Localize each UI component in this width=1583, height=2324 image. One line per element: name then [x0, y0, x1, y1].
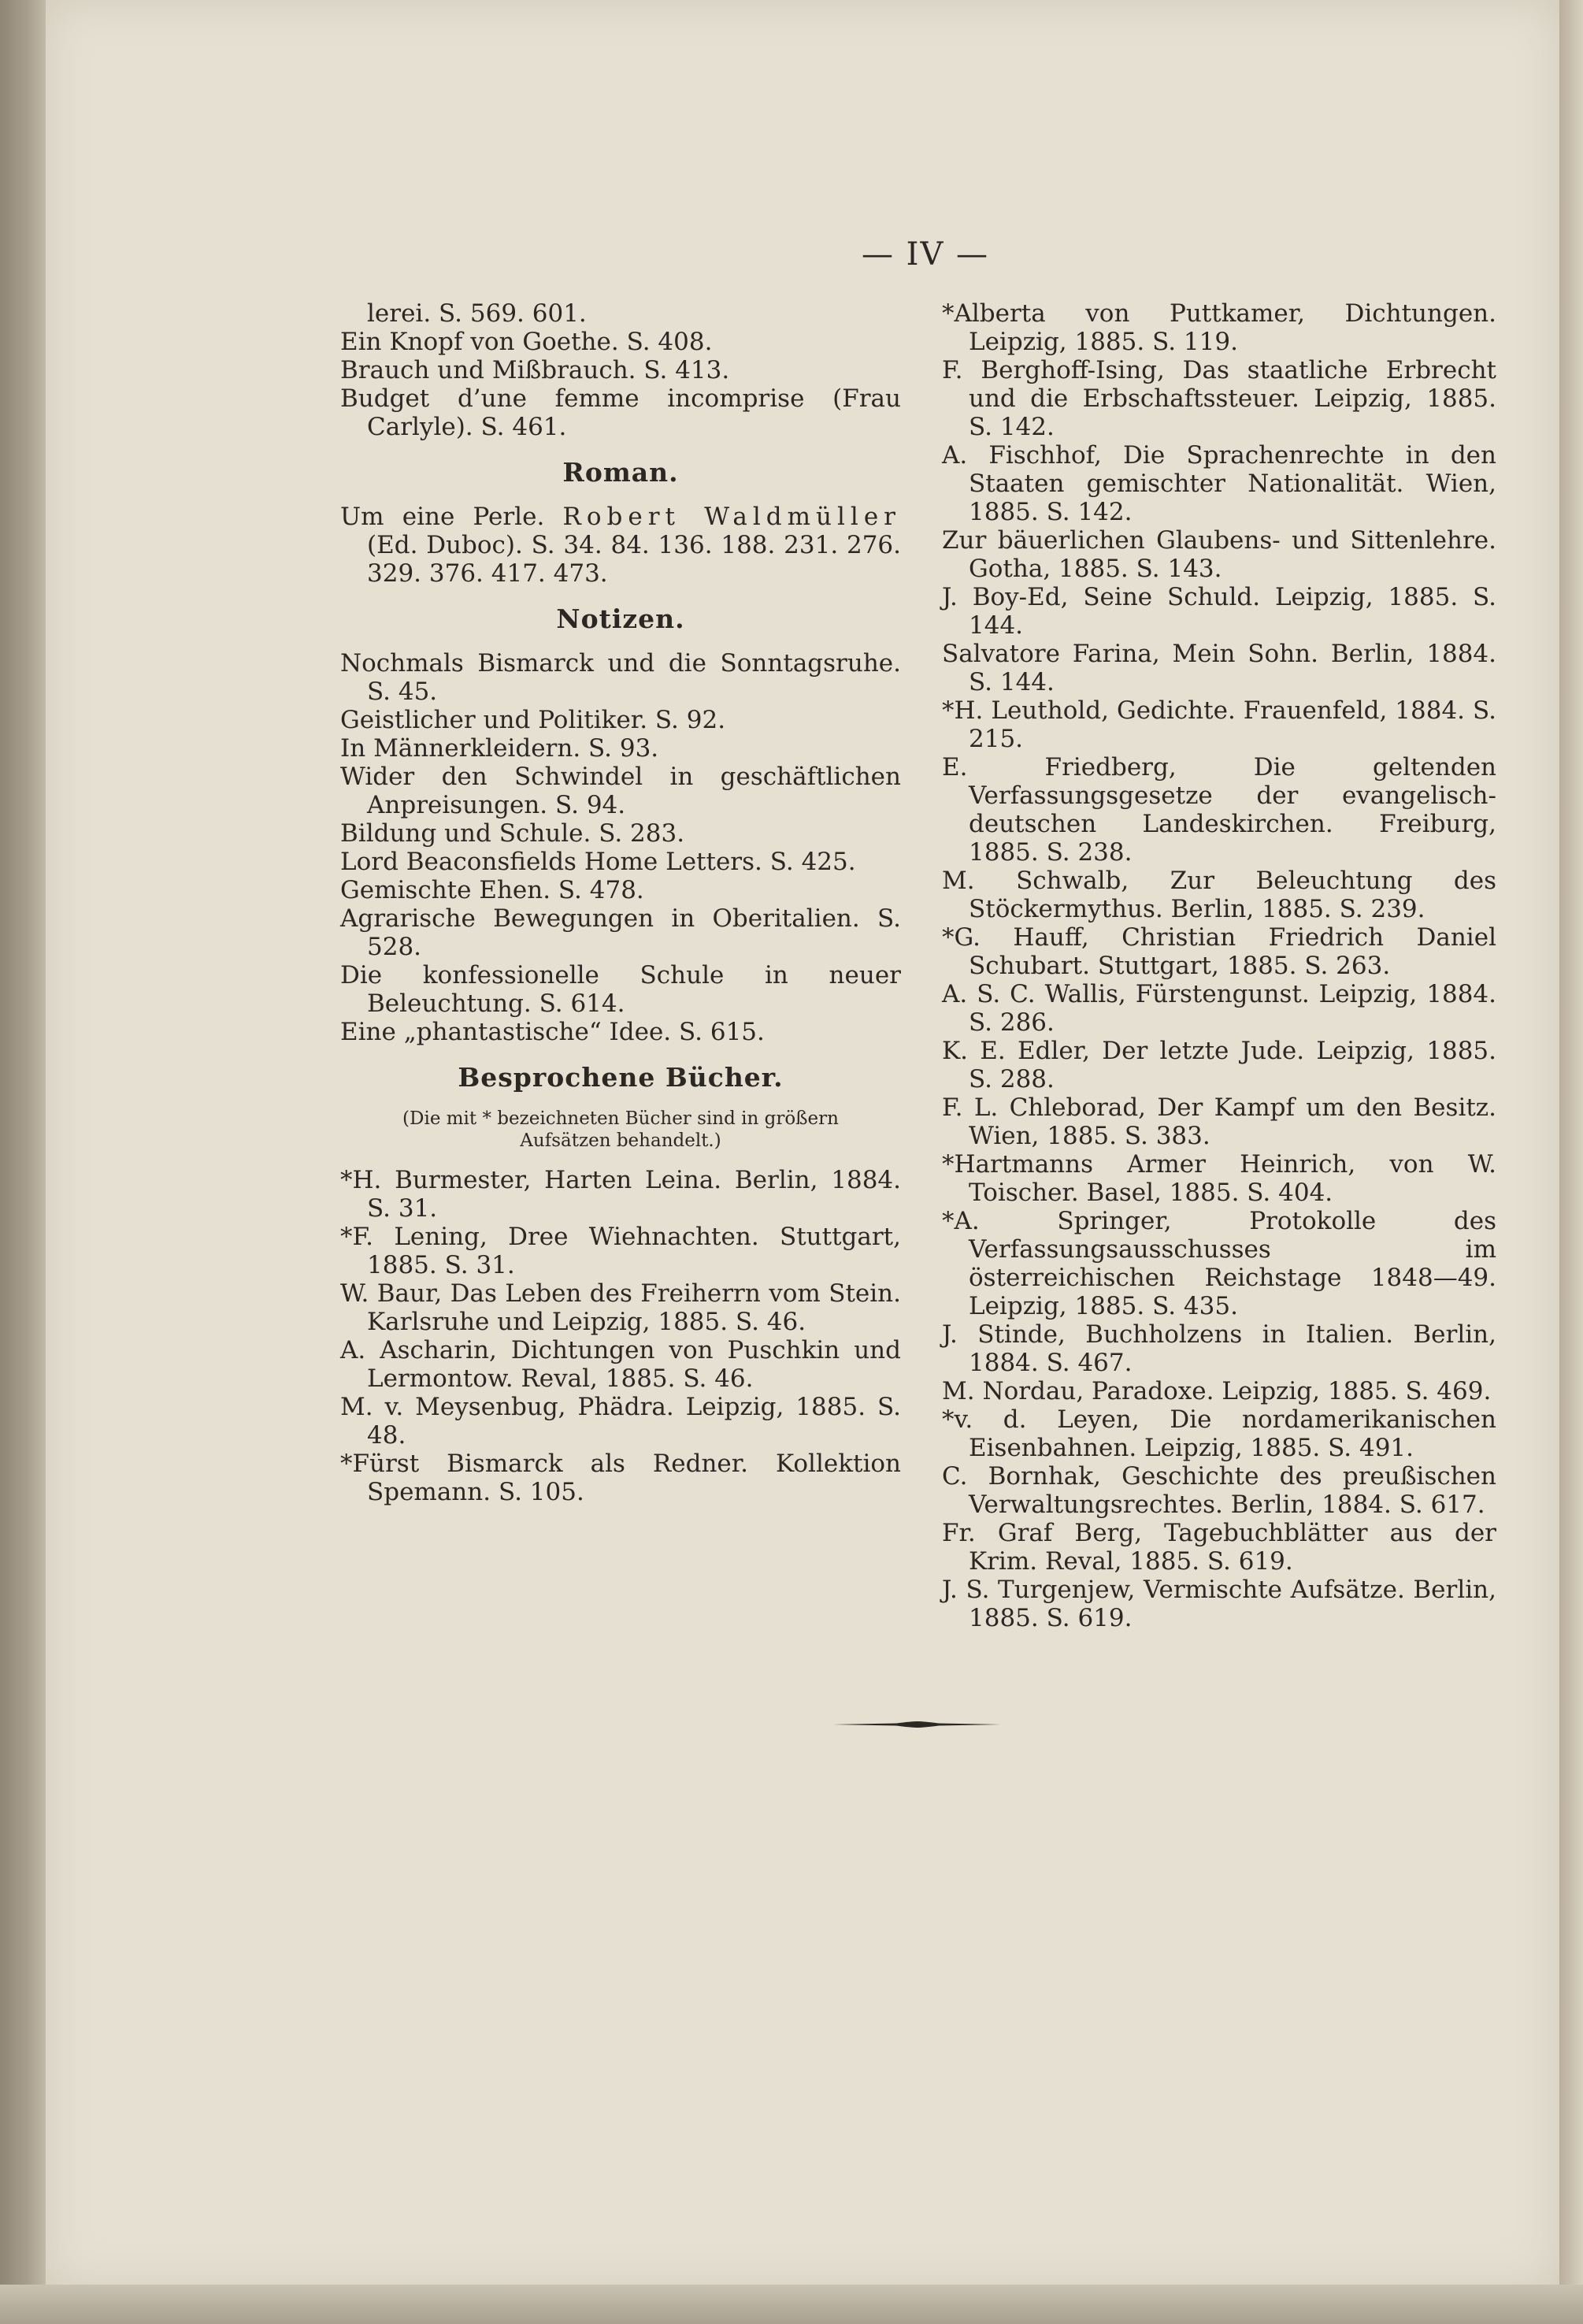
list-item: Bildung und Schule. S. 283. — [340, 819, 685, 848]
list-item: Ein Knopf von Goethe. S. 408. — [340, 328, 713, 356]
list-item: A. Fischhof, Die Sprachenrechte in den Staaten gemischter Nationalität. Wien, 1885. S. 142. — [942, 441, 1496, 526]
section-heading-roman: Roman. — [562, 457, 679, 488]
roman-entry — [340, 503, 901, 588]
section-note: (Die mit * bezeichneten Bücher sind in größern Aufsätzen behandelt.) — [402, 1108, 839, 1151]
list-item: C. Bornhak, Geschichte des preußischen Verwaltungsrechtes. Berlin, 1884. S. 617. — [942, 1462, 1496, 1519]
list-item: *v. d. Leyen, Die nordamerikanischen Eisenbahnen. Leipzig, 1885. S. 491. — [942, 1405, 1496, 1462]
list-item: J. Boy-Ed, Seine Schuld. Leipzig, 1885. S. 144. — [942, 583, 1496, 640]
list-item: A. S. C. Wallis, Fürstengunst. Leipzig, 1884. S. 286. — [942, 980, 1496, 1037]
list-item: *H. Leuthold, Gedichte. Frauenfeld, 1884. S. 215. — [942, 696, 1496, 753]
list-item: Nochmals Bismarck und die Sonntagsruhe. S. 45. — [340, 649, 901, 706]
list-item: *F. Lening, Dree Wiehnachten. Stuttgart, 1885. S. 31. — [340, 1223, 901, 1279]
list-item: Brauch und Mißbrauch. S. 413. — [340, 356, 730, 384]
roman-title: Um eine Perle. — [340, 503, 545, 531]
list-item: M. Schwalb, Zur Beleuchtung des Stöckermythus. Berlin, 1885. S. 239. — [942, 867, 1496, 923]
list-item: *A. Springer, Protokolle des Verfassungsausschusses im österreichischen Reichstage 1848—49. Leipzig, 1885. S. 435. — [942, 1207, 1496, 1320]
scan-binding-shadow — [0, 0, 46, 2324]
section-heading-besprochene-buecher: Besprochene Bücher. — [458, 1062, 784, 1093]
list-item: F. L. Chleborad, Der Kampf um den Besitz. Wien, 1885. S. 383. — [942, 1093, 1496, 1150]
list-item: E. Friedberg, Die geltenden Verfassungsgesetze der evangelisch-deutschen Landeskirchen. Freiburg, 1885. S. 238. — [942, 753, 1496, 867]
list-item: Lord Beaconsfields Home Letters. S. 425. — [340, 848, 856, 876]
list-item: M. v. Meysenbug, Phädra. Leipzig, 1885. S. 48. — [340, 1393, 901, 1450]
scan-bottom-edge — [0, 2285, 1583, 2324]
list-item: Budget d’une femme incomprise (Frau Carlyle). S. 461. — [340, 384, 901, 441]
list-item: Gemischte Ehen. S. 478. — [340, 876, 644, 904]
list-item: *Hartmanns Armer Heinrich, von W. Toischer. Basel, 1885. S. 404. — [942, 1150, 1496, 1207]
list-item: lerei. S. 569. 601. — [367, 299, 587, 328]
roman-details: (Ed. Duboc). S. 34. 84. 136. 188. 231. 276. 329. 376. 417. 473. — [367, 531, 901, 588]
end-ornament — [833, 1720, 1002, 1729]
roman-author: Robert Waldmüller — [562, 503, 901, 531]
list-item: W. Baur, Das Leben des Freiherrn vom Stein. Karlsruhe und Leipzig, 1885. S. 46. — [340, 1279, 901, 1336]
list-item: In Männerkleidern. S. 93. — [340, 734, 659, 763]
left-column — [340, 299, 901, 1506]
scan-right-edge — [1559, 0, 1583, 2324]
list-item: Die konfessionelle Schule in neuer Beleuchtung. S. 614. — [340, 961, 901, 1018]
list-item: Agrarische Bewegungen in Oberitalien. S. 528. — [340, 904, 901, 961]
page-number: — IV — — [861, 236, 990, 273]
list-item: Geistlicher und Politiker. S. 92. — [340, 706, 726, 734]
list-item: M. Nordau, Paradoxe. Leipzig, 1885. S. 469. — [942, 1377, 1492, 1405]
list-item: Eine „phantastische“ Idee. S. 615. — [340, 1018, 765, 1046]
list-item: A. Ascharin, Dichtungen von Puschkin und Lermontow. Reval, 1885. S. 46. — [340, 1336, 901, 1393]
list-item: Wider den Schwindel in geschäftlichen Anpreisungen. S. 94. — [340, 763, 901, 819]
list-item: *Alberta von Puttkamer, Dichtungen. Leipzig, 1885. S. 119. — [942, 299, 1496, 356]
list-item: *H. Burmester, Harten Leina. Berlin, 1884. S. 31. — [340, 1166, 901, 1223]
list-item: *Fürst Bismarck als Redner. Kollektion Spemann. S. 105. — [340, 1450, 901, 1506]
list-item: F. Berghoff-Ising, Das staatliche Erbrecht und die Erbschaftssteuer. Leipzig, 1885. S. 142. — [942, 356, 1496, 441]
list-item: *G. Hauff, Christian Friedrich Daniel Schubart. Stuttgart, 1885. S. 263. — [942, 923, 1496, 980]
list-item: Zur bäuerlichen Glaubens- und Sittenlehre. Gotha, 1885. S. 143. — [942, 526, 1496, 583]
list-item: Salvatore Farina, Mein Sohn. Berlin, 1884. S. 144. — [942, 640, 1496, 696]
section-heading-notizen: Notizen. — [556, 603, 685, 634]
list-item: J. S. Turgenjew, Vermischte Aufsätze. Berlin, 1885. S. 619. — [942, 1576, 1496, 1632]
list-item: Fr. Graf Berg, Tagebuchblätter aus der Krim. Reval, 1885. S. 619. — [942, 1519, 1496, 1576]
right-column — [942, 299, 1496, 1632]
list-item: K. E. Edler, Der letzte Jude. Leipzig, 1885. S. 288. — [942, 1037, 1496, 1093]
list-item: J. Stinde, Buchholzens in Italien. Berlin, 1884. S. 467. — [942, 1320, 1496, 1377]
